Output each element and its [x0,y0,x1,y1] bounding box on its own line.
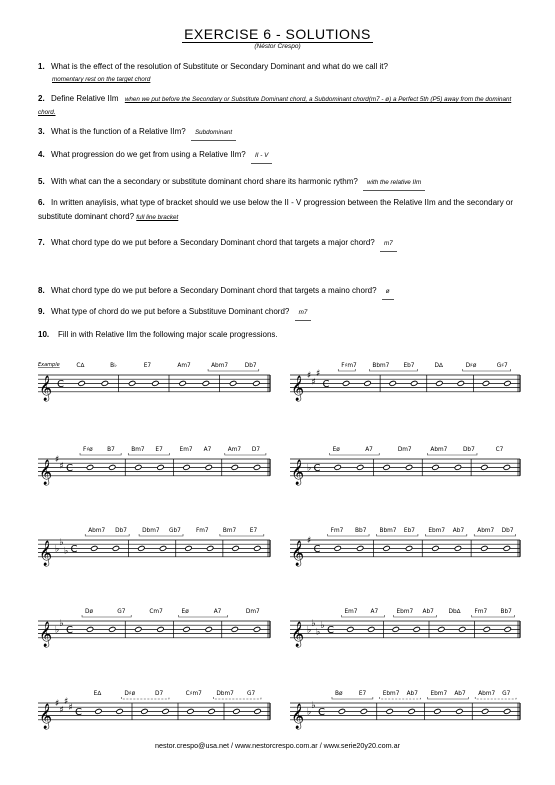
whole-note [347,626,354,632]
whole-note [202,380,209,386]
analysis-bracket [369,369,417,371]
chord-symbol: Dm7 [245,609,260,615]
treble-clef: 𝄞 [291,375,305,401]
treble-clef: 𝄞 [291,459,305,485]
analysis-bracket [220,534,264,536]
analysis-bracket [330,453,380,455]
whole-note [253,464,260,470]
treble-clef: 𝄞 [39,459,53,485]
chord-symbol: C∆ [76,363,85,369]
analysis-bracket [394,615,437,617]
whole-note [356,545,363,551]
chord-symbol: Eb7 [403,528,415,534]
analysis-bracket [225,453,266,455]
chord-symbol: G7 [502,691,511,697]
whole-note [405,464,412,470]
chord-symbol: B♭ [110,363,117,369]
whole-note [135,626,142,632]
sharp-sign: ♯ [59,461,64,472]
whole-note [205,464,212,470]
whole-note [436,380,443,386]
chord-symbol: F♯m7 [341,363,357,369]
whole-note [231,626,238,632]
whole-note [334,464,341,470]
question-text: What chord type do we put before a Secondary Dominant chord that targets a major chord? [51,238,375,247]
staff-system [290,608,520,647]
chord-symbol: A7 [365,447,373,453]
whole-note [159,545,166,551]
chord-symbol: Am7 [227,447,242,453]
whole-note [138,545,145,551]
whole-note [86,626,93,632]
chord-symbol: Ebm7 [396,609,414,615]
sharp-sign: ♯ [59,705,64,716]
answer-text: momentary rest on the target chord [52,76,151,83]
question-number: 8. [38,286,45,295]
analysis-bracket [328,534,369,536]
whole-note [162,708,169,714]
whole-note [152,380,159,386]
answer-text: II - V [251,150,272,164]
answer-text: with the relative IIm [363,177,425,191]
time-signature: C [75,707,82,718]
whole-note [481,545,488,551]
whole-note [457,380,464,386]
question-number: 3. [38,127,45,136]
whole-note [481,464,488,470]
chord-symbol: Eø [181,609,189,615]
whole-note [367,626,374,632]
chord-symbol: Dbm7 [142,528,160,534]
analysis-bracket [179,615,228,617]
flat-sign: ♭ [316,627,321,638]
question-text: With what can the a secondary or substitute dominant chord share its harmonic rythm? [51,177,358,186]
analysis-bracket [376,534,417,536]
time-signature: C [57,379,64,390]
chord-symbol: Ab7 [452,528,465,534]
whole-note [108,626,115,632]
question-text: What is the effect of the resolution of Substitute or Secondary Dominant and what do we call it? [51,62,388,71]
analysis-bracket [332,697,373,699]
whole-note [78,380,85,386]
whole-note [454,464,461,470]
chord-symbol: D♯ø [124,691,136,697]
question-text: What chord type do we put before a Secondary Dominant chord that targets a maino chord? [51,286,377,295]
chord-symbol: Em7 [179,447,193,453]
treble-clef: 𝄞 [291,540,305,566]
treble-clef: 𝄞 [39,621,53,647]
whole-note [360,708,367,714]
chord-symbol: Abm7 [88,528,106,534]
whole-note [254,545,261,551]
treble-clef: 𝄞 [39,375,53,401]
chord-symbol: B7 [107,447,115,453]
whole-note [183,626,190,632]
author-name: (Néstor Crespo) [254,43,301,50]
question-text: What type of chord do we put before a Substituve Dominant chord? [51,307,290,316]
chord-symbol: Ebm7 [428,528,446,534]
question-text: What is the function of a Relative IIm? [51,127,186,136]
whole-note [101,380,108,386]
answer-text: ø [382,286,394,300]
whole-note [334,545,341,551]
chord-symbol: Db7 [244,363,257,369]
question-number: 7. [38,238,45,247]
whole-note [157,464,164,470]
whole-note [157,626,164,632]
analysis-bracket [474,534,515,536]
analysis-bracket [82,615,131,617]
flat-sign: ♭ [55,544,60,555]
chord-symbol: Db∆ [448,609,461,615]
staff-system [38,609,270,647]
whole-note [116,708,123,714]
whole-note [112,545,119,551]
chord-symbol: C7 [495,447,504,453]
chord-symbol: Em7 [344,609,358,615]
whole-note [90,545,97,551]
question-number: 4. [38,150,45,159]
question-number: 2. [38,94,45,103]
chord-symbol: A7 [370,609,379,615]
whole-note [458,626,465,632]
whole-note [392,626,399,632]
chord-symbol: Abm7 [478,691,496,697]
page-title: EXERCISE 6 - SOLUTIONS [184,26,371,42]
chord-symbol: D∆ [434,363,443,369]
whole-note [383,464,390,470]
time-signature: C [318,707,325,718]
chord-symbol: C♯m7 [185,691,202,697]
whole-note [205,626,212,632]
flat-sign: ♭ [307,463,312,474]
whole-note [342,380,349,386]
question-text: Fill in with Relative IIm the following major scale progressions. [58,330,278,339]
chord-symbol: Dø [85,609,94,615]
whole-note [438,626,445,632]
chord-symbol: Ab7 [454,691,466,697]
analysis-bracket [139,534,183,536]
chord-symbol: E7 [143,363,152,369]
time-signature: C [313,463,321,474]
whole-note [141,708,148,714]
treble-clef: 𝄞 [291,703,305,729]
answer-text: Subdominant [191,127,236,141]
whole-note [179,380,186,386]
analysis-bracket [85,534,129,536]
whole-note [504,626,511,632]
treble-clef: 𝄞 [39,540,53,566]
whole-note [413,626,420,632]
analysis-bracket [342,615,385,617]
whole-note [208,708,215,714]
sharp-sign: ♯ [55,699,60,709]
time-signature: C [66,625,73,636]
chord-symbol: A7 [213,609,222,615]
analysis-bracket [475,697,516,699]
whole-note [481,708,488,714]
staff-system [290,691,520,729]
chord-symbol: Ebm7 [430,691,448,697]
chord-symbol: F♯ø [83,447,93,453]
analysis-bracket [121,697,169,699]
sharp-sign: ♯ [55,455,60,465]
chord-symbol: Bbm7 [379,528,397,534]
whole-note [232,545,239,551]
whole-note [253,380,260,386]
chord-symbol: Bb7 [355,528,367,534]
chord-symbol: Bm7 [131,447,145,453]
chord-symbol: Db7 [501,528,514,534]
chord-symbol: Abm7 [477,528,495,534]
chord-symbol: Bb7 [500,609,512,615]
analysis-bracket [463,369,511,371]
whole-note [183,464,190,470]
question-number: 5. [38,177,45,186]
whole-note [86,464,93,470]
staff-system [38,362,270,401]
answer-text: when we put before the Secondary or Substitute Dominant chord, a Subdominant chord(m7 - ø) a Perfect 5th (P5) away from the dominant chord. [38,96,512,116]
whole-note [135,464,142,470]
staff-system [38,690,270,729]
chord-symbol: E∆ [93,691,102,697]
whole-note [95,708,102,714]
whole-note [434,708,441,714]
whole-note [338,708,345,714]
answer-text: m7 [295,307,312,321]
sharp-sign: ♯ [68,703,73,714]
staff-system [290,447,520,485]
chord-symbol: D7 [155,691,164,697]
sharp-sign: ♯ [307,536,312,546]
whole-note [454,545,461,551]
question-number: 10. [38,330,50,339]
chord-symbol: Dm7 [397,447,412,453]
chord-symbol: Bbm7 [372,363,390,369]
analysis-bracket [425,534,466,536]
whole-note [410,380,417,386]
analysis-bracket [427,453,477,455]
chord-symbol: Fm7 [195,528,209,534]
question-number: 6. [38,198,45,207]
staff-system [290,362,520,401]
chord-symbol: Eø [332,447,340,453]
whole-note [229,380,236,386]
chord-symbol: Cm7 [149,609,163,615]
footer-contact: nestor.crespo@usa.net / www.nestorcrespo.com.ar / www.serie20y20.com.ar [155,741,400,750]
whole-note [254,708,261,714]
whole-note [405,545,412,551]
time-signature: C [66,463,73,474]
chord-symbol: G♯7 [496,363,508,369]
question-number: 9. [38,307,45,316]
chord-symbol: E7 [358,691,367,697]
chord-symbol: Gb7 [169,528,181,534]
chord-symbol: Db7 [115,528,128,534]
sharp-sign: ♯ [311,377,316,388]
flat-sign: ♭ [307,707,312,718]
whole-note [108,464,115,470]
whole-note [356,464,363,470]
chord-symbol: Fm7 [330,528,344,534]
whole-note [383,545,390,551]
treble-clef: 𝄞 [39,703,53,729]
treble-clef: 𝄞 [291,621,305,647]
question-text: Define Relative IIm [51,94,119,103]
flat-sign: ♭ [320,621,325,632]
whole-note [432,464,439,470]
analysis-bracket [427,697,468,699]
staff-system [290,528,520,566]
flat-sign: ♭ [311,619,316,630]
whole-note [408,708,415,714]
whole-note [432,545,439,551]
whole-note [231,464,238,470]
answer-text: full line bracket [136,214,179,221]
flat-sign: ♭ [64,546,69,557]
analysis-bracket [338,369,355,371]
whole-note [206,545,213,551]
whole-note [504,380,511,386]
analysis-bracket [472,615,515,617]
sharp-sign: ♯ [307,371,312,381]
chord-symbol: D7 [251,447,261,453]
whole-note [503,708,510,714]
example-label: Example [38,362,60,368]
question-text: In written anaylisis, what type of bracket should we use below the II - V progression between the Relative IIm and the secondary or substitute dominant chord? [38,198,514,221]
chord-symbol: Abm7 [430,447,448,453]
chord-symbol: E7 [249,528,258,534]
staff-system [38,528,270,566]
whole-note [503,545,510,551]
whole-note [253,626,260,632]
flat-sign: ♭ [311,701,316,712]
chord-symbol: D♯ø [465,363,477,369]
whole-note [128,380,135,386]
flat-sign: ♭ [307,625,312,636]
chord-symbol: Ab7 [422,609,434,615]
analysis-bracket [128,453,169,455]
chord-symbol: Bm7 [222,528,237,534]
flat-sign: ♭ [59,619,64,630]
whole-note [482,380,489,386]
time-signature: C [327,625,334,636]
analysis-bracket [80,453,121,455]
chord-symbol: Fm7 [474,609,488,615]
chord-symbol: A7 [203,447,212,453]
time-signature: C [313,544,321,555]
time-signature: C [322,379,330,390]
flat-sign: ♭ [59,538,64,549]
whole-note [185,545,192,551]
chord-symbol: Dbm7 [216,691,234,697]
analysis-bracket [208,369,259,371]
chord-symbol: Bø [334,691,343,697]
whole-note [233,708,240,714]
analysis-bracket [213,697,261,699]
sharp-sign: ♯ [64,696,69,707]
chord-symbol: Ab7 [406,691,418,697]
chord-symbol: Ebm7 [382,691,400,697]
whole-note [456,708,463,714]
chord-symbol: E7 [155,447,163,453]
question-text: What progression do we get from using a Relative IIm? [51,150,246,159]
whole-note [483,626,490,632]
staff-system [38,446,270,485]
whole-note [364,380,371,386]
chord-symbol: Abm7 [211,363,229,369]
chord-symbol: Am7 [177,363,191,369]
whole-note [389,380,396,386]
sharp-sign: ♯ [316,368,321,379]
chord-symbol: G7 [247,691,256,697]
time-signature: C [70,544,78,555]
flat-sign: ♭ [55,625,60,636]
chord-symbol: Eb7 [403,363,415,369]
whole-note [386,708,393,714]
whole-note [503,464,510,470]
chord-symbol: Db7 [462,447,475,453]
whole-note [187,708,194,714]
analysis-bracket [380,697,421,699]
question-number: 1. [38,62,45,71]
answer-text: m7 [380,238,397,252]
chord-symbol: G7 [117,609,126,615]
